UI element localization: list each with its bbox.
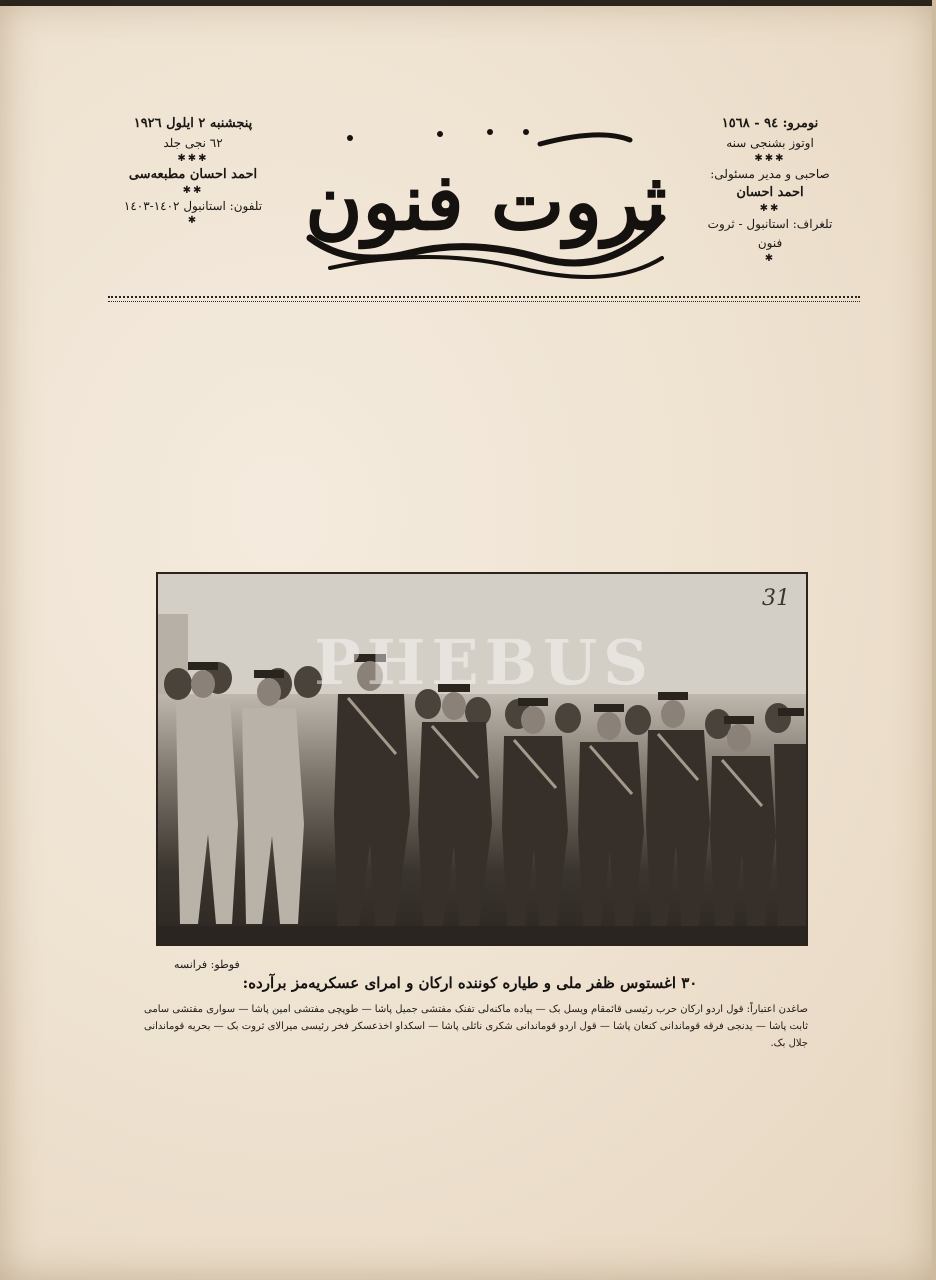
masthead-title: ثروت فنون xyxy=(305,157,667,248)
ornament-stars-icon: ✱✱✱ xyxy=(177,152,209,164)
watermark-text: PHEBUS xyxy=(314,626,654,699)
publication-year: اوتوز بشنجی سنه xyxy=(726,136,814,151)
group-photograph xyxy=(156,572,808,946)
owner-name: احمد احسان xyxy=(736,185,804,201)
issue-date: پنجشنبه ٢ ایلول ١٩٢٦ xyxy=(133,116,253,131)
header-left-block xyxy=(120,114,266,227)
ornament-stars-icon: ✱✱ xyxy=(182,184,204,196)
telegraph-address: تلغراف: استانبول - ثروت فنون xyxy=(707,217,833,251)
ornament-star-icon: ✱ xyxy=(187,215,199,227)
ornament-stars-icon: ✱✱ xyxy=(759,203,781,215)
photo-credit: فوطو: فرانسه xyxy=(174,958,240,971)
header-divider xyxy=(108,296,860,298)
header-divider-secondary xyxy=(108,301,860,302)
header-right-block xyxy=(704,114,836,265)
caption-body: صاغدن اعتباراً: قول اردو ارکان حرب رئیسی قائمقام ویسل بک — پیاده ماکنه‌لی تفنک مفتشی جمیل پاشا — طوپچی مفتشی امین پاشا — سواری مفتشی سامی ثابت پاشا — یدنجی فرقه قوماندانی کنعان پاشا — قول اردو قوماندانی شکری ناثلی پاشا — اسکداو اخذعسکر فخر رئیسی میرالای ثروت بک — بحریه قوماندانی جلال بک. xyxy=(144,1004,808,1049)
issue-number: نومرو: ٩٤ - ١٥٦٨ xyxy=(721,116,819,131)
photo-corner-number: 31 xyxy=(762,586,790,611)
caption-title: ٣٠ اغستوس ظفر ملی و طیاره کوننده ارکان و امرای عسکریه‌مز برآرده: xyxy=(242,974,698,992)
masthead-logo xyxy=(290,118,682,288)
press-name: احمد احسان مطبعه‌سی xyxy=(128,166,258,182)
telephone-number: تلفون: استانبول ١٤٠٢-١٤٠٣ xyxy=(123,198,263,213)
ornament-stars-icon: ✱✱✱ xyxy=(754,152,786,164)
ornament-star-icon: ✱ xyxy=(764,252,776,264)
volume-number: ٦٢ نجی جلد xyxy=(163,136,223,151)
masthead-header xyxy=(0,100,936,300)
owner-label: صاحبی و مدیر مسئولی: xyxy=(710,166,830,181)
page-top-edge xyxy=(0,0,936,6)
